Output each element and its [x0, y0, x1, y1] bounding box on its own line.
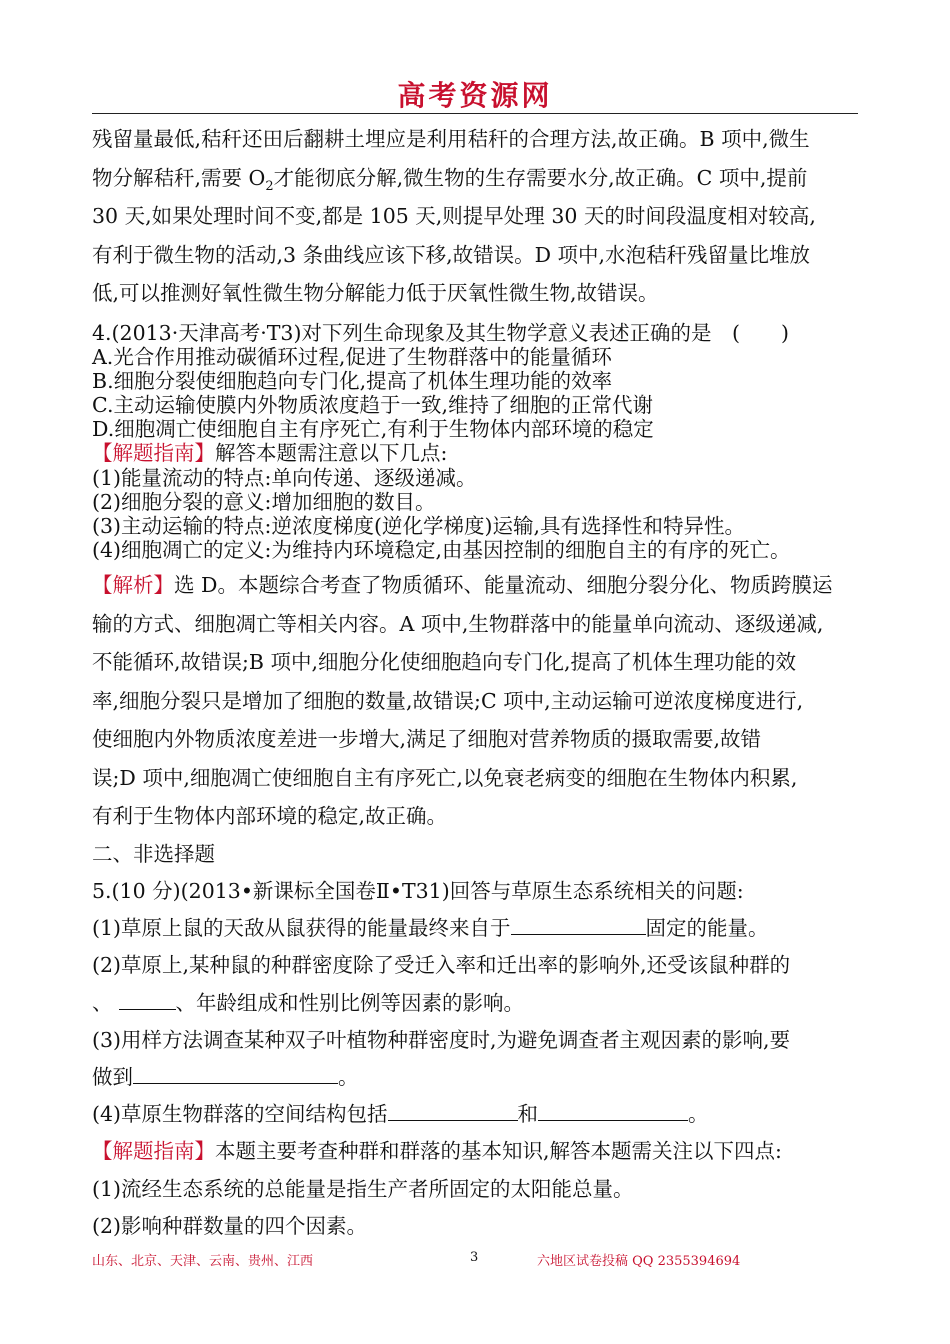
text-fragment: 固定的能量。: [645, 916, 769, 941]
guide-point: (1)流经生态系统的总能量是指生产者所固定的太阳能总量。: [92, 1176, 634, 1201]
analysis-line: 误;D 项中,细胞凋亡使细胞自主有序死亡,以免衰老病变的细胞在生物体内积累,: [92, 765, 798, 790]
text-line: 有利于微生物的活动,3 条曲线应该下移,故错误。D 项中,水泡秸秆残留量比堆放: [92, 242, 811, 267]
analysis-line: 有利于生物体内部环境的稳定,故正确。: [92, 804, 448, 829]
section-title: 二、非选择题: [92, 841, 215, 866]
analysis-line: [92, 566, 858, 605]
text-fragment: 物分解秸秆,需要 O: [92, 165, 266, 190]
text-fragment: 做到: [92, 1065, 133, 1089]
answer-blank[interactable]: [538, 1098, 688, 1121]
text-fragment: 才能彻底分解,微生物的生存需要水分,故正确。C 项中,提前: [273, 165, 808, 190]
text-line: 30 天,如果处理时间不变,都是 105 天,则提早处理 30 天的时间段温度相对较高,: [92, 204, 816, 228]
text-fragment: 。: [688, 1102, 709, 1127]
question-5-part-3: (3)用样方法调查某种双子叶植物种群密度时,为避免调查者主观因素的影响,要: [92, 1027, 791, 1052]
guide-point: (3)主动运输的特点:逆浓度梯度(逆化学梯度)运输,具有选择性和特异性。: [92, 514, 745, 538]
footer-regions: 山东、北京、天津、云南、贵州、江西: [92, 1254, 314, 1269]
guide-point: (2)影响种群数量的四个因素。: [92, 1213, 368, 1238]
option-a: A.光合作用推动碳循环过程,促进了生物群落中的能量循环: [92, 344, 612, 369]
guide-line: [92, 441, 858, 465]
option-d: D.细胞凋亡使细胞自主有序死亡,有利于生物体内部环境的稳定: [92, 417, 654, 442]
guide-intro: 解答本题需注意以下几点:: [215, 441, 448, 466]
guide-intro: 本题主要考查种群和群落的基本知识,解答本题需关注以下四点:: [215, 1139, 782, 1164]
question-5-stem: 5.(10 分)(2013•新课标全国卷Ⅱ•T31)回答与草原生态系统相关的问题:: [92, 879, 744, 904]
guide-point: (1)能量流动的特点:单向传递、逐级递减。: [92, 465, 477, 490]
analysis-line: 不能循环,故错误;B 项中,细胞分化使细胞趋向专门化,提高了机体生理功能的效: [92, 650, 797, 675]
footer-contact: 六地区试卷投稿 QQ 2355394694: [537, 1254, 741, 1269]
question-5-part-2: (2)草原上,某种鼠的种群密度除了受迁入率和迁出率的影响外,还受该鼠种群的: [92, 953, 791, 978]
text-fragment: 、: [92, 990, 113, 1015]
page-footer: [0, 1250, 950, 1270]
guide-point: (4)细胞凋亡的定义:为维持内环境稳定,由基因控制的细胞自主的有序的死亡。: [92, 538, 791, 563]
answer-blank[interactable]: [133, 1061, 338, 1084]
analysis-text: 选 D。本题综合考查了物质循环、能量流动、细胞分裂分化、物质跨膜运: [174, 573, 833, 598]
question-5-part-2-cont: [92, 985, 858, 1022]
site-logo-text: 高考资源网: [397, 79, 553, 112]
question-5-part-1: [92, 910, 858, 947]
text-line: 低,可以推测好氧性微生物分解能力低于厌氧性微生物,故错误。: [92, 281, 659, 305]
answer-blank[interactable]: [119, 987, 176, 1010]
option-c: C.主动运输使膜内外物质浓度趋于一致,维持了细胞的正常代谢: [92, 393, 653, 418]
text-fragment: 和: [517, 1102, 539, 1127]
text-line: 残留量最低,秸秆还田后翻耕土埋应是利用秸秆的合理方法,故正确。B 项中,微生: [92, 127, 810, 151]
page-number: 3: [470, 1250, 479, 1265]
text-line: [92, 159, 858, 198]
guide-point: (2)细胞分裂的意义:增加细胞的数目。: [92, 489, 436, 514]
guide-tag: 【解题指南】: [92, 441, 215, 466]
analysis-tag: 【解析】: [92, 573, 174, 598]
question-4-stem: 4.(2013·天津高考·T3)对下列生命现象及其生物学意义表述正确的是 ( ): [92, 320, 789, 345]
guide-tag: 【解题指南】: [92, 1139, 215, 1164]
question-5-part-4: [92, 1096, 858, 1133]
guide-line: [92, 1133, 858, 1170]
analysis-line: 率,细胞分裂只是增加了细胞的数量,故错误;C 项中,主动运输可逆浓度梯度进行,: [92, 688, 804, 713]
text-fragment: 、年龄组成和性别比例等因素的影响。: [175, 990, 524, 1015]
answer-blank[interactable]: [511, 912, 646, 935]
analysis-line: 使细胞内外物质浓度差进一步增大,满足了细胞对营养物质的摄取需要,故错: [92, 727, 762, 752]
text-fragment: (4)草原生物群落的空间结构包括: [92, 1102, 388, 1127]
analysis-line: 输的方式、细胞凋亡等相关内容。A 项中,生物群落中的能量单向流动、逐级递减,: [92, 611, 824, 636]
subscript-2: 2: [265, 178, 274, 194]
answer-blank[interactable]: [388, 1098, 518, 1121]
text-fragment: 。: [338, 1065, 359, 1089]
header-divider: [92, 113, 858, 114]
page-content: [92, 120, 858, 1245]
option-b: B.细胞分裂使细胞趋向专门化,提高了机体生理功能的效率: [92, 368, 613, 393]
text-fragment: (1)草原上鼠的天敌从鼠获得的能量最终来自于: [92, 916, 511, 941]
question-5-part-3-cont: [92, 1059, 858, 1096]
